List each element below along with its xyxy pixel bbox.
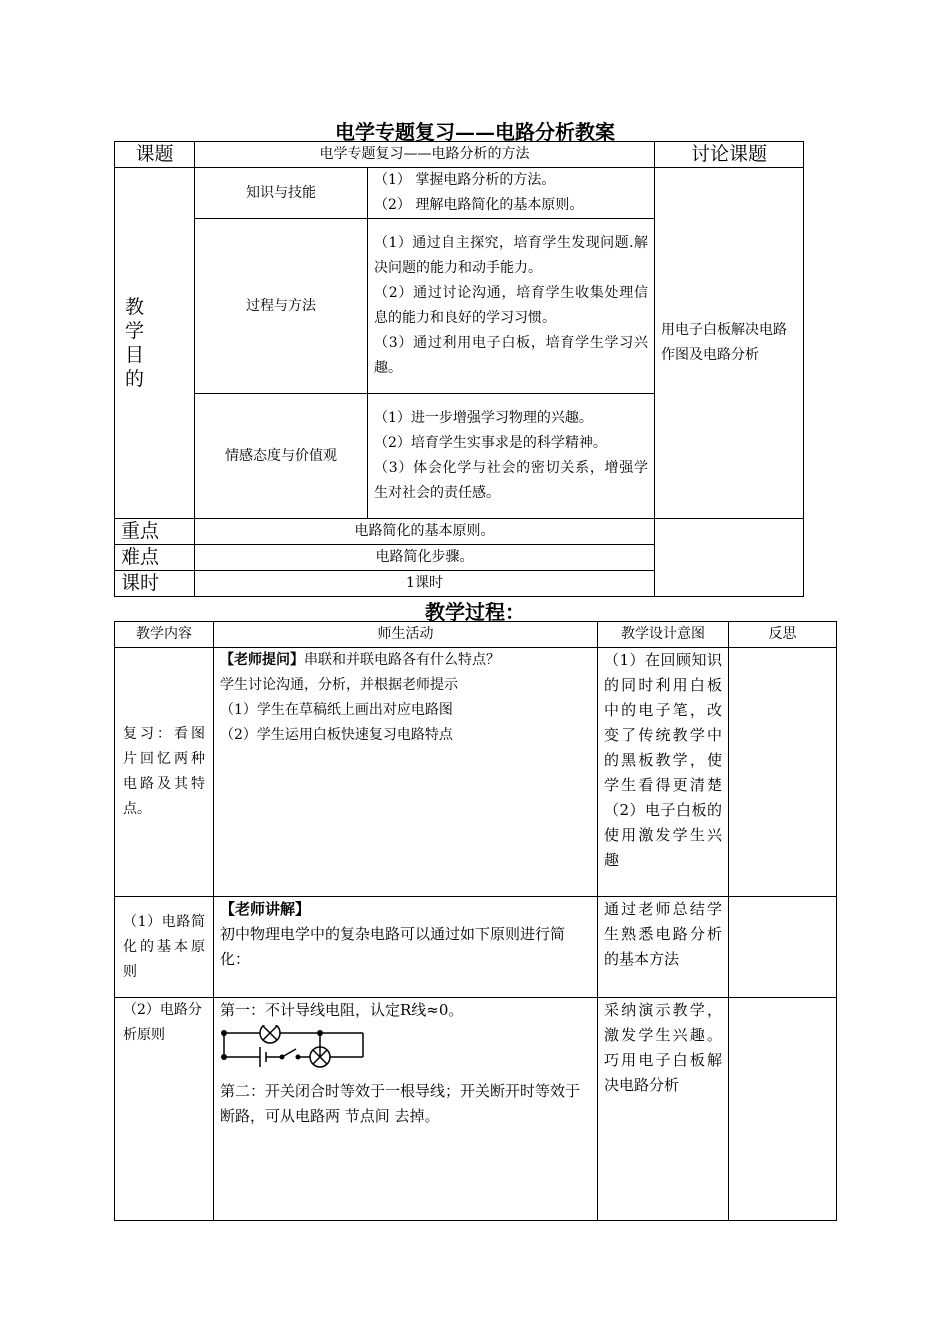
circuit-diagram [220,1025,370,1075]
row1-activity: 【老师提问】串联和并联电路各有什么特点？ 学生讨论沟通，分析，并根据老师提示 （1）学生在草稿纸上画出对应电路图 （2）学生运用白板快速复习电路特点 [214,648,598,897]
knowledge-items: （1） 掌握电路分析的方法。 （2） 理解电路简化的基本原则。 [368,168,655,219]
document-title: 电学专题复习——电路分析教案 [335,120,615,144]
process-label: 过程与方法 [195,219,368,394]
hours-value: 1课时 [195,571,655,597]
emotion-label: 情感态度与价值观 [195,394,368,519]
teaching-process-table [114,621,837,1221]
header-content: 教学内容 [115,622,214,648]
row1-content: 复习：看图片回忆两种电路及其特点。 [115,648,214,897]
discussion-label: 讨论课题 [655,142,804,168]
hours-label: 课时 [115,571,195,597]
row3-activity: 第一：不计导线电阻，认定R线≈0。 第二：开关闭合时等效于一根导线；开关断开时等效于断路，可从电路两 节点间 去掉。 [214,998,598,1221]
key-value: 电路简化的基本原则。 [195,519,655,545]
keti-value: 电学专题复习——电路分析的方法 [195,142,655,168]
key-label: 重点 [115,519,195,545]
row2-content: （1）电路简化的基本原则 [115,897,214,998]
row1-reflection [729,648,837,897]
lesson-info-table [114,141,804,597]
row2-reflection [729,897,837,998]
process-items: （1）通过自主探究，培育学生发现问题.解决问题的能力和动手能力。 （2）通过讨论沟通，培育学生收集处理信息的能力和良好的学习习惯。 （3）通过利用电子白板，培育学生学习兴趣。 [368,219,655,394]
blank-cell [655,519,804,597]
difficulty-value: 电路简化步骤。 [195,545,655,571]
difficulty-label: 难点 [115,545,195,571]
header-intent: 教学设计意图 [598,622,729,648]
aim-label: 教 学 目 的 [115,168,195,519]
process-title: 教学过程： [425,600,525,624]
header-activity: 师生活动 [214,622,598,648]
row2-activity: 【老师讲解】 初中物理电学中的复杂电路可以通过如下原则进行简化： [214,897,598,998]
row2-intent: 通过老师总结学生熟悉电路分析的基本方法 [598,897,729,998]
emotion-items: （1）进一步增强学习物理的兴趣。 （2）培育学生实事求是的科学精神。 （3）体会化学与社会的密切关系，增强学生对社会的责任感。 [368,394,655,519]
keti-label: 课题 [115,142,195,168]
row3-reflection [729,998,837,1221]
row3-content: （2）电路分析原则 [115,998,214,1221]
discussion-value: 用电子白板解决电路作图及电路分析 [655,168,804,519]
header-reflection: 反思 [729,622,837,648]
knowledge-label: 知识与技能 [195,168,368,219]
row3-intent: 采纳演示教学，激发学生兴趣。巧用电子白板解决电路分析 [598,998,729,1221]
row1-intent: （1）在回顾知识的同时利用白板中的电子笔，改变了传统教学中的黑板教学，使学生看得更清楚（2）电子白板的使用激发学生兴趣 [598,648,729,897]
